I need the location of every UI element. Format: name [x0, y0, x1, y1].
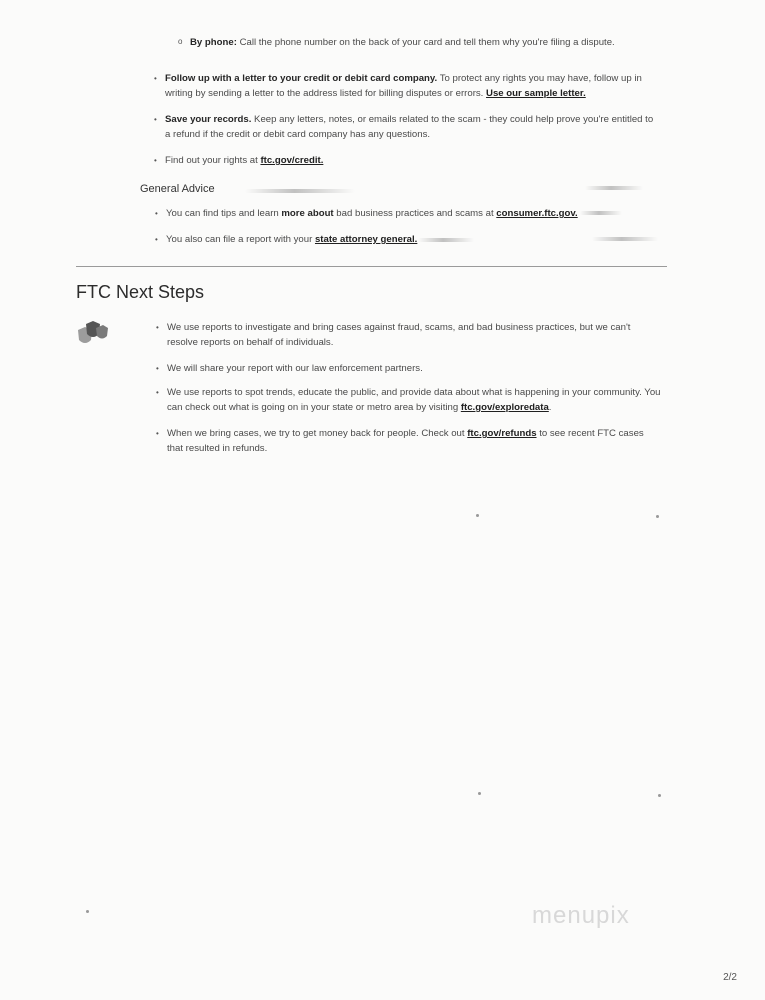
- follow-up-letter-text: To protect any rights you may have, follow up in writing by sending a letter to the address listed for billing disputes or errors.: [165, 73, 642, 99]
- next-step-refunds-text: When we bring cases, we try to get money back for people. Check out: [167, 428, 468, 439]
- ftc-next-steps-title: FTC Next Steps: [76, 282, 205, 302]
- sample-letter-link[interactable]: Use our sample letter.: [486, 88, 586, 99]
- next-step-share-text: We will share your report with our law enforcement partners.: [167, 363, 423, 374]
- tips-strong: more about: [281, 208, 334, 219]
- section-divider: [76, 266, 667, 267]
- next-step-item-refunds: [167, 426, 662, 456]
- save-records-text: Keep any letters, notes, or emails related to the scam - they could help prove you're entitled to a refund if the credit or debit card company has any questions.: [165, 114, 654, 140]
- by-phone-text: Call the phone number on the back of your card and tell them why you're filing a dispute.: [236, 37, 615, 48]
- follow-up-letter-item: [165, 71, 647, 101]
- by-phone-label: By phone:: [190, 37, 237, 48]
- tips-text-after: bad business practices and scams at: [333, 208, 497, 219]
- next-step-item-trends: [167, 385, 669, 415]
- ftc-credit-link[interactable]: ftc.gov/credit.: [260, 155, 324, 166]
- next-step-trends-text-after: .: [548, 402, 552, 413]
- next-step-item-investigate: [167, 320, 653, 350]
- find-rights-text: Find out your rights at: [165, 155, 261, 166]
- general-advice-item-tips: [166, 206, 636, 221]
- scan-dot: [478, 792, 481, 795]
- scan-smudge: [245, 189, 355, 193]
- scan-dot: [476, 514, 479, 517]
- ftc-exploredata-link[interactable]: ftc.gov/exploredata: [460, 402, 549, 413]
- scan-dot: [658, 794, 661, 797]
- next-step-trends-text: We use reports to spot trends, educate the public, and provide data about what is happening in your community. You can check out what is going on in your state or metro area by visiting: [167, 387, 661, 413]
- consumer-ftc-link[interactable]: consumer.ftc.gov.: [496, 208, 578, 219]
- shield-icon: [74, 318, 110, 348]
- next-step-investigate-text: We use reports to investigate and bring cases against fraud, scams, and bad business practices, but we can't resolve reports on behalf of individuals.: [167, 322, 631, 348]
- save-records-item: [165, 112, 659, 142]
- watermark: menupix: [532, 902, 630, 929]
- state-attorney-general-link[interactable]: state attorney general.: [314, 234, 418, 245]
- scan-dot: [656, 515, 659, 518]
- scan-smudge: [585, 186, 643, 190]
- general-advice-heading: General Advice: [140, 183, 215, 195]
- ftc-refunds-link[interactable]: ftc.gov/refunds: [467, 428, 537, 439]
- page-number: 2/2: [723, 972, 737, 983]
- attorney-text: You also can file a report with your: [166, 234, 315, 245]
- find-rights-item: [165, 153, 647, 168]
- general-advice-item-attorney: [166, 232, 636, 247]
- tips-text-before: You can find tips and learn: [166, 208, 282, 219]
- save-records-label: Save your records.: [165, 114, 252, 125]
- next-step-item-share: [167, 361, 653, 376]
- by-phone-subitem: [190, 35, 650, 50]
- follow-up-letter-label: Follow up with a letter to your credit or debit card company.: [165, 73, 438, 84]
- next-step-refunds-text-after: to see recent FTC cases that resulted in refunds.: [167, 428, 644, 454]
- scan-dot: [86, 910, 89, 913]
